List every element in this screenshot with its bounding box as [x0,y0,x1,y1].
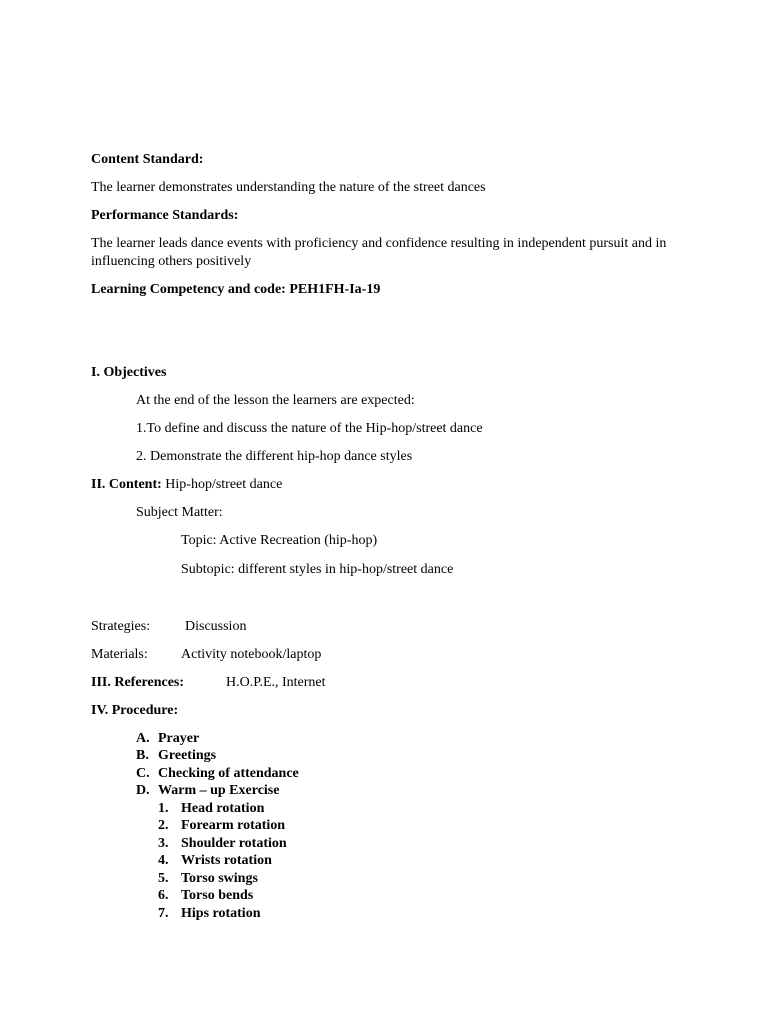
content-value: Hip-hop/street dance [165,477,283,492]
list-item-text: Torso bends [181,888,254,903]
objectives-heading: I. Objectives [91,365,167,380]
content-heading: II. Content: [91,477,162,492]
content-line [91,476,282,494]
list-item-text: Torso swings [181,871,258,886]
strategies-line [91,618,246,636]
content-standard-text: The learner demonstrates understanding the nature of the street dances [91,180,486,195]
list-item-text: Warm – up Exercise [158,783,280,798]
list-marker: 5. [158,871,169,886]
warmup-item [158,817,285,835]
procedure-step [136,765,299,783]
list-marker: B. [136,748,149,763]
list-item-text: Wrists rotation [181,853,272,868]
list-marker: 6. [158,888,169,903]
materials-line [91,646,321,664]
subject-matter-label: Subject Matter: [136,505,223,520]
procedure-step [136,747,216,765]
performance-standards-text: The learner leads dance events with proficiency and confidence resulting in independent pursuit and in influencing others positively [91,236,667,269]
materials-value: Activity notebook/laptop [181,647,322,662]
list-marker: D. [136,783,150,798]
objective-item: 2. Demonstrate the different hip-hop dance styles [136,449,413,464]
list-item-text: Checking of attendance [158,766,299,781]
list-marker: C. [136,766,150,781]
warmup-item [158,852,272,870]
topic-line: Topic: Active Recreation (hip-hop) [181,533,378,548]
strategies-label: Strategies: [91,619,151,634]
objective-item: 1.To define and discuss the nature of the Hip-hop/street dance [136,421,483,436]
warmup-item [158,800,264,818]
warmup-item [158,905,260,923]
references-label: III. References: [91,675,185,690]
subtopic-line: Subtopic: different styles in hip-hop/street dance [181,562,454,577]
procedure-step [136,782,279,800]
list-item-text: Forearm rotation [181,818,286,833]
list-marker: 7. [158,906,169,921]
warmup-item [158,870,258,888]
procedure-step [136,730,199,748]
list-item-text: Prayer [158,731,200,746]
list-item-text: Greetings [158,748,217,763]
procedure-heading: IV. Procedure: [91,703,179,718]
content-standard-heading: Content Standard: [91,152,204,167]
list-marker: 2. [158,818,169,833]
list-item-text: Head rotation [181,801,265,816]
list-marker: 1. [158,801,169,816]
materials-label: Materials: [91,647,148,662]
warmup-item [158,835,287,853]
learning-competency: Learning Competency and code: PEH1FH-Ia-19 [91,282,381,297]
references-line [91,674,326,692]
objectives-intro: At the end of the lesson the learners are expected: [136,393,415,408]
references-value: H.O.P.E., Internet [226,675,326,690]
performance-standards-heading: Performance Standards: [91,208,239,223]
list-marker: 4. [158,853,169,868]
warmup-item [158,887,253,905]
list-marker: 3. [158,836,169,851]
strategies-value: Discussion [185,619,247,634]
list-item-text: Hips rotation [181,906,261,921]
list-item-text: Shoulder rotation [181,836,287,851]
list-marker: A. [136,731,150,746]
